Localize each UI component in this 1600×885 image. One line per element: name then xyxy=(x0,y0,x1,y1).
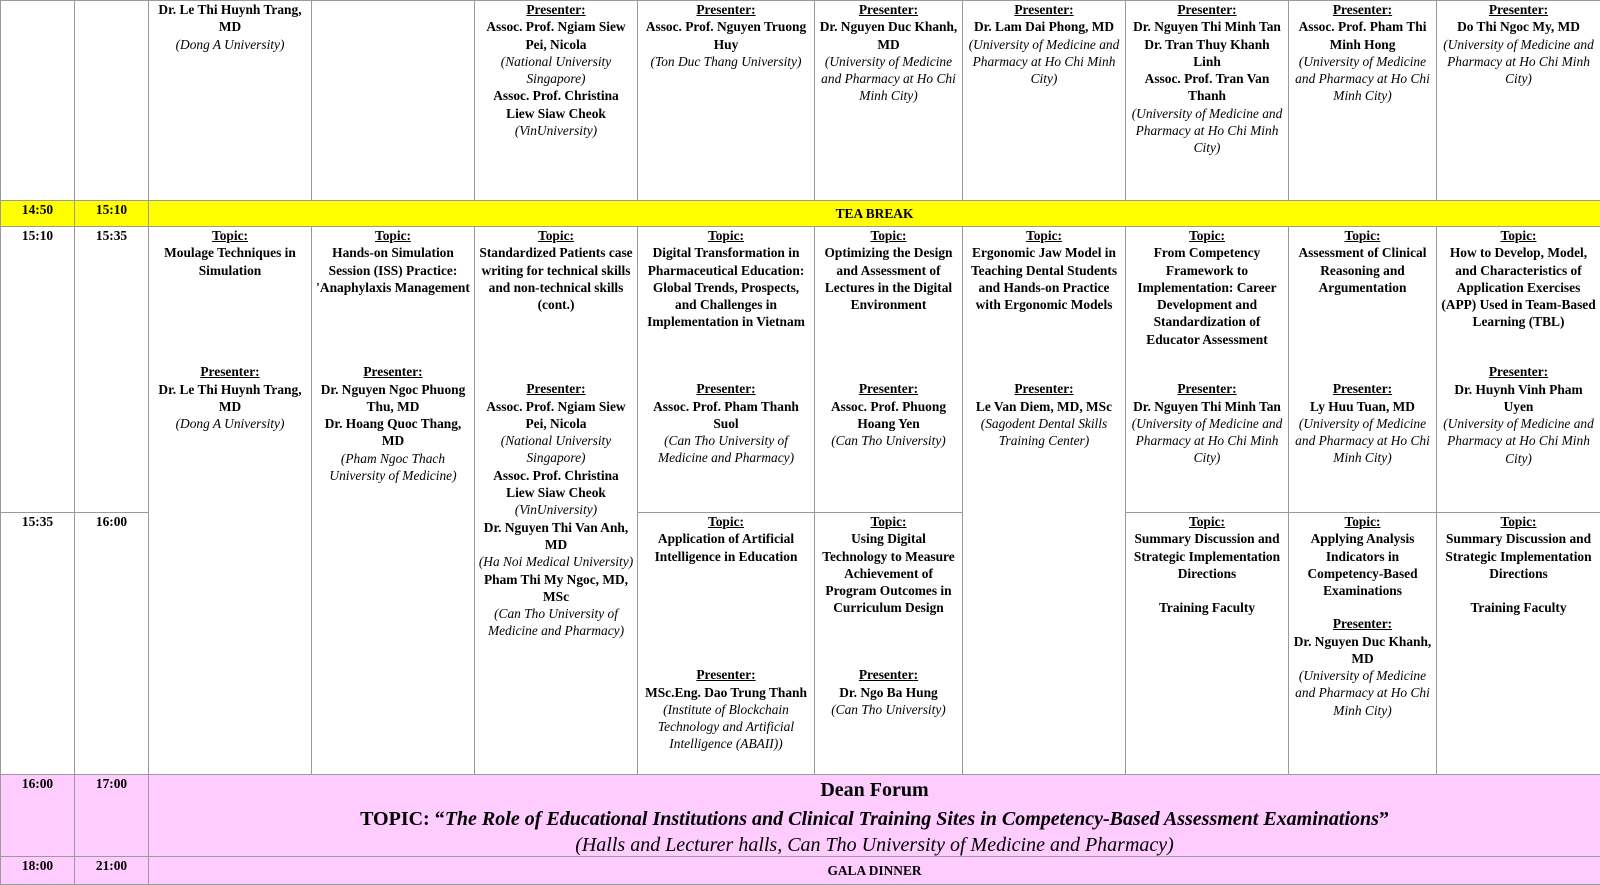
session-cell xyxy=(1289,227,1437,513)
session-cell xyxy=(149,227,312,775)
topic-label: Topic: xyxy=(212,228,248,243)
presenter-affiliation: (Institute of Blockchain Technology and Artificial Intelligence (ABAII)) xyxy=(657,701,795,752)
topic-label: Topic: xyxy=(375,228,411,243)
session-cell xyxy=(1437,513,1600,775)
presenter-affiliation: (VinUniversity) xyxy=(514,502,598,518)
topic-title: Summary Discussion and Strategic Implementation Directions xyxy=(1445,531,1592,581)
start-time: 15:35 xyxy=(1,513,75,775)
topic-title: Moulage Techniques in Simulation xyxy=(164,245,296,278)
end-time: 15:35 xyxy=(75,227,149,513)
session-cell xyxy=(638,227,815,513)
presenter-name: Assoc. Prof. Christina Liew Siaw Cheok xyxy=(493,88,619,121)
presenter-name: Pham Thi My Ngoc, MD, MSc xyxy=(483,571,629,604)
session-cell xyxy=(1437,1,1600,201)
presenter-name: Dr. Nguyen Duc Khanh, MD xyxy=(1293,633,1432,666)
presenter-label: Presenter: xyxy=(1332,2,1393,17)
session-cell xyxy=(1437,227,1600,513)
topic-title: From Competency Framework to Implementation: Career Development and Standardization of Educator Assessment xyxy=(1137,245,1277,347)
topic-title: Optimizing the Design and Assessment of Lectures in the Digital Environment xyxy=(824,245,953,313)
presenter-name: Dr. Nguyen Thi Minh Tan xyxy=(1133,398,1281,414)
presenter-name: Ly Huu Tuan, MD xyxy=(1310,398,1415,414)
topic-label: Topic: xyxy=(538,228,574,243)
start-time: 14:50 xyxy=(1,201,75,227)
topic-title: Application of Artificial Intelligence in Education xyxy=(654,531,798,564)
presenter-name: Dr. Tran Thuy Khanh Linh xyxy=(1144,36,1270,69)
presenter-name: Assoc. Prof. Nguyen Truong Huy xyxy=(645,19,807,52)
session-cell xyxy=(1289,1,1437,201)
forum-topic-suffix: ” xyxy=(1378,807,1389,830)
topic-label: Topic: xyxy=(870,514,907,529)
presenter-label: Presenter: xyxy=(858,381,919,397)
session-cell xyxy=(815,227,963,513)
topic-label: Topic: xyxy=(1189,228,1225,243)
session-cell xyxy=(815,1,963,201)
presenter-label: Presenter: xyxy=(1014,2,1074,17)
presenter-label: Presenter: xyxy=(858,667,919,683)
presenter-affiliation: (VinUniversity) xyxy=(514,123,598,139)
start-time: 18:00 xyxy=(1,857,75,885)
presenter-affiliation: (Can Tho University) xyxy=(831,433,946,449)
session-row-1510 xyxy=(1,227,1600,513)
presenter-label: Presenter: xyxy=(1488,364,1549,380)
session-cell xyxy=(475,227,638,775)
previous-session-row xyxy=(1,1,1600,201)
start-time: 15:10 xyxy=(1,227,75,513)
presenter-affiliation: (University of Medicine and Pharmacy at Ho Chi Minh City) xyxy=(1131,105,1283,156)
presenter-affiliation: (Ha Noi Medical University) xyxy=(478,554,634,570)
tea-break-row xyxy=(1,201,1600,227)
topic-label: Topic: xyxy=(870,228,907,243)
session-cell xyxy=(1126,227,1289,513)
session-cell xyxy=(963,227,1126,775)
start-time: 16:00 xyxy=(1,775,75,857)
forum-title: Dean Forum xyxy=(820,778,929,801)
presenter-name: Do Thi Ngoc My, MD xyxy=(1457,19,1580,35)
session-cell xyxy=(1126,513,1289,775)
presenter-name: Assoc. Prof. Christina Liew Siaw Cheok xyxy=(493,467,619,501)
session-cell xyxy=(638,513,815,775)
presenter-name: Assoc. Prof. Phuong Hoang Yen xyxy=(830,398,947,431)
presenter-label: Presenter: xyxy=(526,2,586,17)
gala-dinner-row xyxy=(1,857,1600,885)
presenter-affiliation: (Sagodent Dental Skills Training Center) xyxy=(980,415,1108,449)
presenter-label: Presenter: xyxy=(1014,381,1074,397)
tea-break-banner: TEA BREAK xyxy=(149,201,1600,227)
presenter-label: Presenter: xyxy=(1332,381,1393,397)
presenter-label: Presenter: xyxy=(696,667,756,683)
topic-title: Standardized Patients case writing for technical skills and non-technical skills (cont.) xyxy=(479,245,633,313)
presenter-label: Presenter: xyxy=(858,2,919,17)
topic-label: Topic: xyxy=(1344,228,1381,243)
presenter-name: Dr. Nguyen Thi Minh Tan xyxy=(1133,19,1281,35)
presenter-affiliation: (Dong A University) xyxy=(175,416,285,432)
presenter-affiliation: (University of Medicine and Pharmacy at Ho Chi Minh City) xyxy=(1443,416,1594,466)
presenter-affiliation: (Pham Ngoc Thach University of Medicine) xyxy=(329,450,457,484)
forum-venue: (Halls and Lecturer halls, Can Tho University of Medicine and Pharmacy) xyxy=(575,833,1174,856)
presenter-affiliation: (Can Tho University of Medicine and Pharmacy) xyxy=(657,433,795,466)
presenter-affiliation: (University of Medicine and Pharmacy at Ho Chi Minh City) xyxy=(968,36,1120,87)
presenter-name: Assoc. Prof. Tran Van Thanh xyxy=(1144,71,1270,104)
presenter-affiliation: (National University Singapore) xyxy=(500,433,612,466)
session-cell xyxy=(149,1,312,201)
presenter-label: Presenter: xyxy=(1488,2,1549,17)
presenter-affiliation: (University of Medicine and Pharmacy at Ho Chi Minh City) xyxy=(1295,53,1430,104)
topic-label: Topic: xyxy=(1189,514,1225,529)
topic-label: Topic: xyxy=(1344,514,1381,529)
presenter-name: Assoc. Prof. Pham Thi Minh Hong xyxy=(1298,19,1427,52)
presenter-name: Dr. Nguyen Duc Khanh, MD xyxy=(819,19,958,52)
forum-topic-text: The Role of Educational Institutions and Clinical Training Sites in Competency-Based Assessment Examinations xyxy=(444,807,1379,830)
dean-forum-cell xyxy=(149,775,1600,857)
topic-title: Digital Transformation in Pharmaceutical Education: Global Trends, Prospects, and Challenges in Implementation in Vietnam xyxy=(647,245,805,330)
presenter-name: Dr. Huynh Vinh Pham Uyen xyxy=(1454,381,1583,414)
presenter-name: Assoc. Prof. Ngiam Siew Pei, Nicola xyxy=(486,19,626,52)
end-time: 16:00 xyxy=(75,513,149,775)
gala-dinner-banner: GALA DINNER xyxy=(149,857,1600,885)
faculty-name: Training Faculty xyxy=(1470,600,1567,616)
topic-title: Using Digital Technology to Measure Achievement of Program Outcomes in Curriculum Design xyxy=(822,531,955,616)
presenter-label: Presenter: xyxy=(1332,616,1393,632)
presenter-label: Presenter: xyxy=(1177,2,1237,17)
presenter-label: Presenter: xyxy=(363,364,423,380)
presenter-label: Presenter: xyxy=(526,381,586,397)
presenter-name: Dr. Nguyen Thi Van Anh, MD xyxy=(483,519,629,552)
presenter-affiliation: (University of Medicine and Pharmacy at Ho Chi Minh City) xyxy=(1295,415,1430,466)
session-cell xyxy=(815,513,963,775)
presenter-affiliation: (Ton Duc Thang University) xyxy=(650,53,802,69)
presenter-affiliation: (Can Tho University) xyxy=(831,701,946,717)
end-time: 17:00 xyxy=(75,775,149,857)
session-cell xyxy=(312,227,475,775)
topic-label: Topic: xyxy=(1026,228,1062,243)
presenter-affiliation: (Can Tho University of Medicine and Pharmacy) xyxy=(487,606,625,639)
presenter-name: Dr. Lam Dai Phong, MD xyxy=(973,19,1115,35)
session-cell xyxy=(312,1,475,201)
session-cell xyxy=(1289,513,1437,775)
forum-topic xyxy=(152,804,1597,834)
session-cell xyxy=(638,1,815,201)
presenter-affiliation: (University of Medicine and Pharmacy at Ho Chi Minh City) xyxy=(1295,668,1430,718)
topic-title: Hands-on Simulation Session (ISS) Practice: 'Anaphylaxis Management xyxy=(316,245,470,295)
presenter-name: Dr. Le Thi Huynh Trang, MD xyxy=(158,381,302,414)
presenter-name: Dr. Hoang Quoc Thang, MD xyxy=(324,416,462,449)
topic-label: Topic: xyxy=(1500,228,1537,243)
session-cell xyxy=(963,1,1126,201)
dean-forum-row xyxy=(1,775,1600,857)
presenter-name: Le Van Diem, MD, MSc xyxy=(975,398,1113,414)
end-time: 21:00 xyxy=(75,857,149,885)
topic-title: How to Develop, Model, and Characteristics of Application Exercises (APP) Used in Team-Based Learning (TBL) xyxy=(1441,245,1596,330)
end-time-cell xyxy=(75,1,149,201)
presenter-name: Dr. Nguyen Ngoc Phuong Thu, MD xyxy=(320,381,466,414)
presenter-name: Assoc. Prof. Ngiam Siew Pei, Nicola xyxy=(486,398,626,431)
topic-title: Summary Discussion and Strategic Implementation Directions xyxy=(1133,531,1281,581)
topic-title: Applying Analysis Indicators in Competency-Based Examinations xyxy=(1307,531,1418,599)
presenter-name: Dr. Le Thi Huynh Trang, MD xyxy=(158,2,302,35)
presenter-affiliation: (University of Medicine and Pharmacy at Ho Chi Minh City) xyxy=(1131,415,1283,466)
presenter-affiliation: (Dong A University) xyxy=(175,36,285,52)
presenter-affiliation: (University of Medicine and Pharmacy at Ho Chi Minh City) xyxy=(1443,36,1594,87)
presenter-name: MSc.Eng. Dao Trung Thanh xyxy=(645,684,807,700)
topic-label: Topic: xyxy=(1500,514,1537,529)
session-cell xyxy=(475,1,638,201)
forum-topic-prefix: TOPIC: “ xyxy=(360,807,445,830)
presenter-label: Presenter: xyxy=(200,364,260,380)
presenter-name: Dr. Ngo Ba Hung xyxy=(839,684,938,700)
topic-title: Ergonomic Jaw Model in Teaching Dental Students and Hands-on Practice with Ergonomic Models xyxy=(970,245,1118,313)
presenter-affiliation: (National University Singapore) xyxy=(500,53,612,87)
presenter-name: Assoc. Prof. Pham Thanh Suol xyxy=(653,398,799,431)
presenter-affiliation: (University of Medicine and Pharmacy at Ho Chi Minh City) xyxy=(821,53,956,104)
session-cell xyxy=(1126,1,1289,201)
presenter-label: Presenter: xyxy=(1177,381,1237,397)
faculty-name: Training Faculty xyxy=(1158,600,1256,616)
topic-title: Assessment of Clinical Reasoning and Argumentation xyxy=(1298,245,1427,295)
end-time: 15:10 xyxy=(75,201,149,227)
start-time-cell xyxy=(1,1,75,201)
presenter-label: Presenter: xyxy=(696,2,756,17)
presenter-label: Presenter: xyxy=(696,381,756,397)
topic-label: Topic: xyxy=(708,228,744,243)
topic-label: Topic: xyxy=(708,514,744,529)
